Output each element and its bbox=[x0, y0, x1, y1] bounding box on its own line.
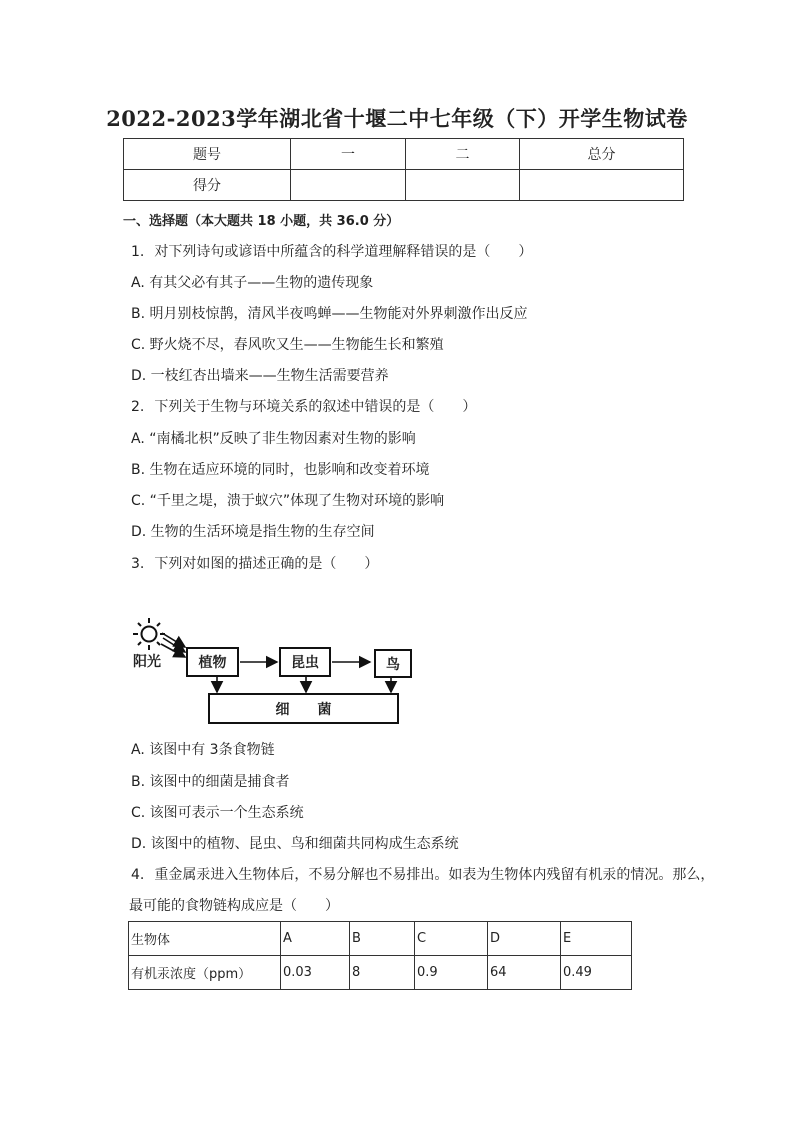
mercury-value-cell: 64 bbox=[488, 956, 561, 990]
mercury-header-cell: B bbox=[350, 922, 415, 956]
question-text: 重金属汞进入生物体后，不易分解也不易排出。如表为生物体内残留有机汞的情况。那么， bbox=[154, 867, 715, 883]
question-2-option-a[interactable]: A. “南橘北枳”反映了非生物因素对生物的影响 bbox=[131, 431, 416, 447]
mercury-header-cell: A bbox=[281, 922, 350, 956]
question-3-option-b[interactable]: B. 该图中的细菌是捕食者 bbox=[131, 774, 290, 790]
question-1-option-b[interactable]: B. 明月别枝惊鹊，清风半夜鸣蝉——生物能对外界刺激作出反应 bbox=[131, 306, 528, 322]
mercury-value-cell: 8 bbox=[350, 956, 415, 990]
mercury-table-header-row bbox=[129, 922, 632, 956]
score-cell[interactable] bbox=[520, 170, 684, 201]
score-cell[interactable] bbox=[406, 170, 520, 201]
score-table-row bbox=[124, 170, 684, 201]
score-table-header-row bbox=[124, 139, 684, 170]
question-2-option-b[interactable]: B. 生物在适应环境的同时，也影响和改变着环境 bbox=[131, 462, 430, 478]
score-header-cell: 题号 bbox=[124, 139, 291, 170]
mercury-header-cell: C bbox=[415, 922, 488, 956]
question-number: 2. bbox=[131, 399, 145, 415]
question-2-option-c[interactable]: C. “千里之堤，溃于蚁穴”体现了生物对环境的影响 bbox=[131, 493, 445, 509]
question-3-stem bbox=[131, 553, 378, 573]
score-row-label: 得分 bbox=[124, 170, 291, 201]
question-number: 1. bbox=[131, 244, 145, 260]
plant-node: 植物 bbox=[186, 647, 239, 677]
sunlight-label: 阳光 bbox=[133, 654, 161, 670]
score-header-cell: 二 bbox=[406, 139, 520, 170]
question-text: 对下列诗句或谚语中所蕴含的科学道理解释错误的是（ ） bbox=[154, 244, 533, 260]
question-number: 3. bbox=[131, 556, 145, 572]
score-cell[interactable] bbox=[291, 170, 406, 201]
question-4-stem bbox=[131, 864, 714, 884]
insect-node: 昆虫 bbox=[279, 647, 331, 677]
mercury-table bbox=[128, 921, 632, 990]
mercury-header-cell: E bbox=[561, 922, 632, 956]
question-1-option-d[interactable]: D. 一枝红杏出墙来——生物生活需要营养 bbox=[131, 368, 389, 384]
question-1-option-a[interactable]: A. 有其父必有其子——生物的遗传现象 bbox=[131, 275, 374, 291]
score-table bbox=[123, 138, 684, 201]
mercury-value-cell: 0.49 bbox=[561, 956, 632, 990]
question-2-stem bbox=[131, 396, 476, 416]
question-text: 下列对如图的描述正确的是（ ） bbox=[154, 556, 379, 572]
question-1-stem bbox=[131, 241, 532, 261]
page-title: 2022-2023学年湖北省十堰二中七年级（下）开学生物试卷 bbox=[106, 106, 688, 131]
mercury-value-cell: 0.9 bbox=[415, 956, 488, 990]
question-number: 4. bbox=[131, 867, 145, 883]
question-4-stem-continued: 最可能的食物链构成应是（ ） bbox=[129, 898, 339, 914]
question-3-option-c[interactable]: C. 该图可表示一个生态系统 bbox=[131, 805, 304, 821]
score-header-cell: 一 bbox=[291, 139, 406, 170]
question-1-option-c[interactable]: C. 野火烧不尽，春风吹又生——生物能生长和繁殖 bbox=[131, 337, 444, 353]
sun-icon bbox=[133, 618, 165, 650]
question-2-option-d[interactable]: D. 生物的生活环境是指生物的生存空间 bbox=[131, 524, 375, 540]
question-3-option-a[interactable]: A. 该图中有 3条食物链 bbox=[131, 742, 275, 758]
mercury-header-cell: D bbox=[488, 922, 561, 956]
bacteria-node: 细 菌 bbox=[208, 693, 399, 724]
score-header-cell: 总分 bbox=[520, 139, 684, 170]
question-text: 下列关于生物与环境关系的叙述中错误的是（ ） bbox=[154, 399, 477, 415]
mercury-header-cell: 生物体 bbox=[129, 922, 281, 956]
mercury-row-label: 有机汞浓度（ppm） bbox=[129, 956, 281, 990]
section-heading: 一、选择题（本大题共 18 小题，共 36.0 分） bbox=[123, 214, 400, 229]
mercury-value-cell: 0.03 bbox=[281, 956, 350, 990]
food-web-diagram bbox=[130, 614, 420, 732]
question-3-option-d[interactable]: D. 该图中的植物、昆虫、鸟和细菌共同构成生态系统 bbox=[131, 836, 459, 852]
bird-node: 鸟 bbox=[374, 649, 412, 678]
mercury-table-row bbox=[129, 956, 632, 990]
